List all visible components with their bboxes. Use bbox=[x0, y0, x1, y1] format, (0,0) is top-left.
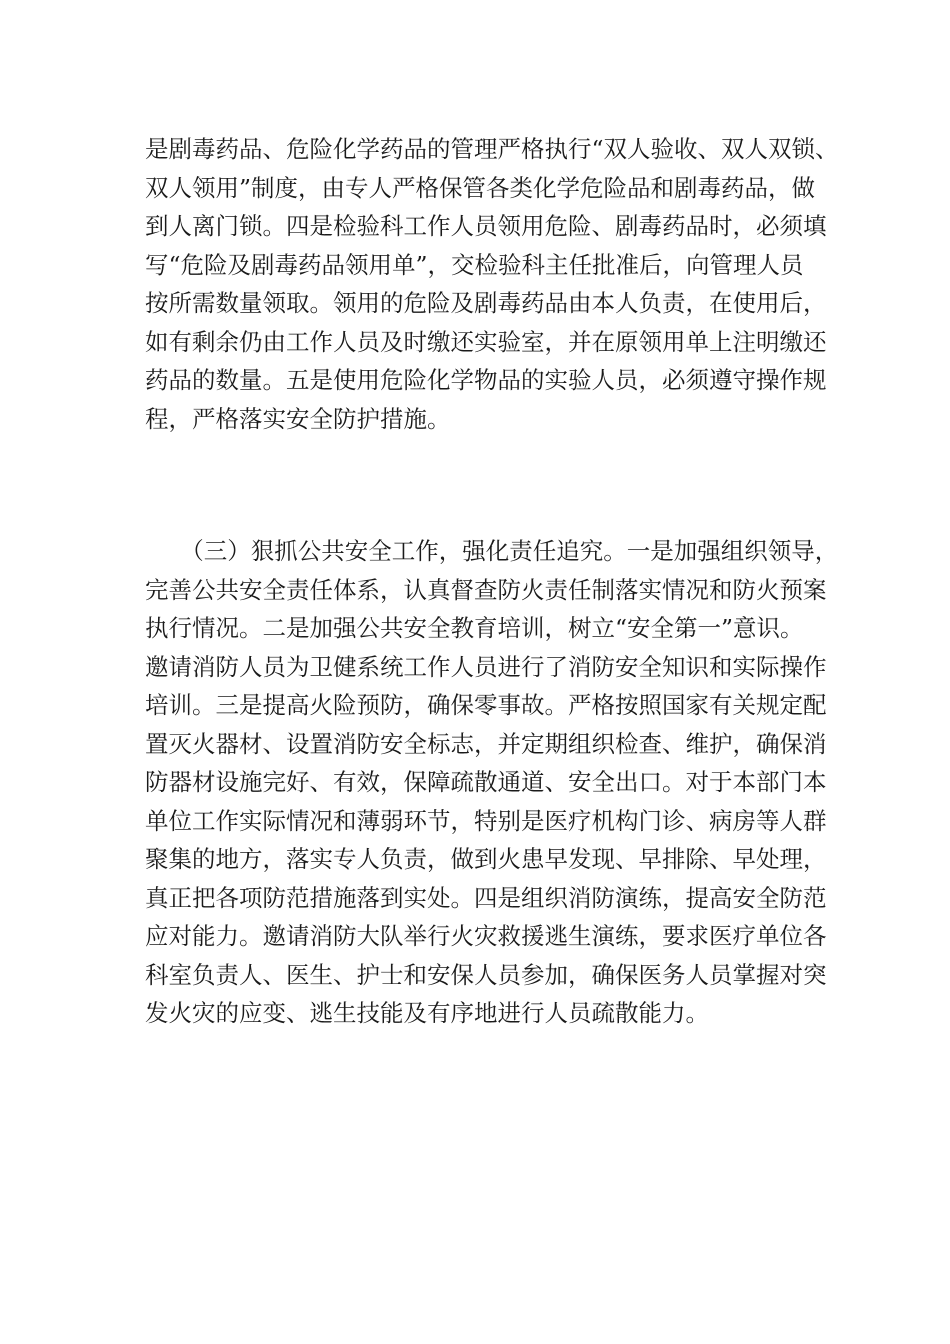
paragraph-1-line-3: 到人离门锁。四是检验科工作人员领用危险、剧毒药品时，必须填 bbox=[145, 212, 827, 240]
paragraph-1-line-6: 如有剩余仍由工作人员及时缴还实验室，并在原领用单上注明缴还 bbox=[145, 327, 827, 356]
paragraph-1-line-7: 药品的数量。五是使用危险化学物品的实验人员，必须遵守操作规 bbox=[145, 366, 827, 394]
paragraph-2-line-1: （三）狠抓公共安全工作，强化责任追究。一是加强组织领导， bbox=[145, 537, 839, 565]
paragraph-2-line-11: 应对能力。邀请消防大队举行火灾救援逃生演练，要求医疗单位各 bbox=[145, 922, 827, 950]
paragraph-2-line-2: 完善公共安全责任体系，认真督查防火责任制落实情况和防火预案 bbox=[145, 575, 827, 604]
paragraph-2-line-10: 真正把各项防范措施落到实处。四是组织消防演练，提高安全防范 bbox=[145, 883, 827, 912]
paragraph-1-line-1: 是剧毒药品、危险化学药品的管理严格执行“双人验收、双人双锁、 bbox=[145, 135, 839, 163]
paragraph-2-line-3: 执行情况。二是加强公共安全教育培训，树立“安全第一”意识。 bbox=[145, 614, 804, 642]
paragraph-1-line-8: 程，严格落实安全防护措施。 bbox=[145, 404, 451, 433]
paragraph-2-line-6: 置灭火器材、设置消防安全标志，并定期组织检查、维护，确保消 bbox=[145, 729, 827, 758]
paragraph-2-line-5: 培训。三是提高火险预防，确保零事故。严格按照国家有关规定配 bbox=[145, 691, 827, 719]
paragraph-1-line-4: 写“危险及剧毒药品领用单”，交检验科主任批准后，向管理人员 bbox=[145, 250, 804, 279]
paragraph-2 bbox=[145, 532, 839, 1033]
paragraph-2-line-4: 邀请消防人员为卫健系统工作人员进行了消防安全知识和实际操作 bbox=[145, 652, 827, 681]
paragraph-2-line-8: 单位工作实际情况和薄弱环节，特别是医疗机构门诊、病房等人群 bbox=[145, 806, 827, 835]
paragraph-1 bbox=[145, 130, 839, 438]
paragraph-1-line-2: 双人领用”制度，由专人严格保管各类化学危险品和剧毒药品，做 bbox=[145, 173, 816, 202]
paragraph-1-line-5: 按所需数量领取。领用的危险及剧毒药品由本人负责，在使用后， bbox=[145, 289, 827, 317]
paragraph-2-line-12: 科室负责人、医生、护士和安保人员参加，确保医务人员掌握对突 bbox=[145, 960, 827, 989]
paragraph-2-line-13: 发火灾的应变、逃生技能及有序地进行人员疏散能力。 bbox=[145, 999, 709, 1027]
paragraph-2-line-9: 聚集的地方，落实专人负责，做到火患早发现、早排除、早处理， bbox=[145, 845, 827, 873]
paragraph-2-line-7: 防器材设施完好、有效，保障疏散通道、安全出口。对于本部门本 bbox=[145, 768, 827, 796]
